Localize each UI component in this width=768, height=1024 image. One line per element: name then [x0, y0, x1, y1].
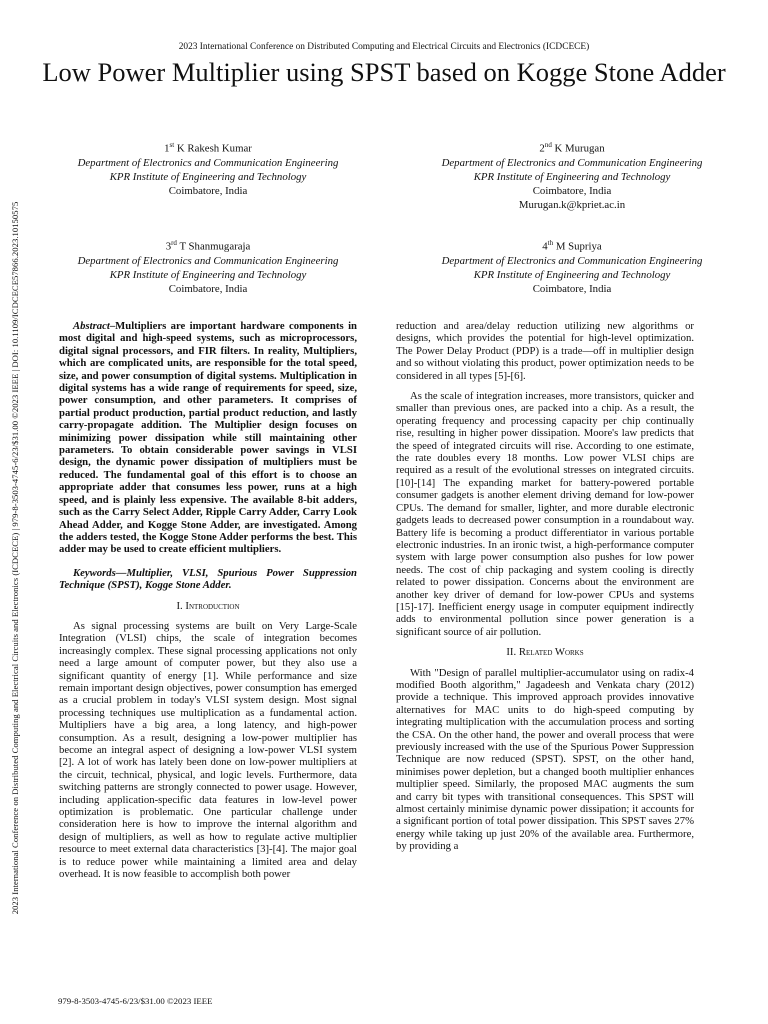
author-institution: KPR Institute of Engineering and Technology [109, 268, 307, 281]
body-paragraph: With "Design of parallel multiplier-accumulator using on radix-4 modified Booth algorithm," Jagadeesh and Venkata chary (2012) provide a technique. This improved approach provides innovative alternatives for MAC units to do high-speed computing by integrating multiplication with the accumulation process and sorting the CSA. On the other hand, the power and overall process that were previously increased with the use of the Spurious Power Suppression Technique are now reduced (SPST). SPST, on the other hand, minimises power depletion, but a changed booth multiplier enhances multiplier speed. Similarly, the proposed MAC augments the sum and carry bit types with transitional consequences. This SPST will almost certainly minimise dynamic power dissipation; it accounts for a significant portion of total power dissipation. This SPST saves 27% energy while taking up just 20% of the available area. Furthermore, by providing a [396, 666, 694, 853]
keywords-text: Multiplier, VLSI, Spurious Power Suppression Technique (SPST), Kogge Stone Adder. [59, 566, 357, 592]
author-block-3 [43, 236, 373, 296]
paper-title: Low Power Multiplier using SPST based on Kogge Stone Adder [42, 57, 726, 87]
author-name: 4th M Supriya [542, 239, 602, 253]
author-block-2 [407, 138, 737, 212]
left-column [59, 320, 357, 880]
side-doi-line: 2023 International Conference on Distributed Computing and Electrical Circuits and Electronics (ICDCECE) | 979-8-3503-4745-6/23/$31.00 ©2023 IEEE | DOI: 10.1109/ICDCECE57866.2023.10150575 [10, 201, 20, 915]
author-name: 3rd T Shanmugaraja [165, 239, 251, 253]
section-heading-related-works: II. Related Works [506, 646, 584, 659]
author-block-4 [407, 236, 737, 296]
abstract-text: –Multipliers are important hardware components in most digital and high-speed systems, such as microprocessors, digital signal processors, and FIR filters. In reality, Multipliers, which are complicated units, are responsible for the total speed, size, and power consumption of digital systems. Multiplication in digital systems has a wide range of requirements for speed, size, power consumption, and other parameters. It comprises of partial product production, partial product reduction, and lastly carry-propagate addition. The Multiplier design focuses on minimizing power dissipation while still maintaining other parameters. To obtain considerable power savings in VLSI design, the dynamic power dissipation of multipliers must be reduced. The fundamental goal of this effort is to choose an appropriate adder that consumes less power, runs at a high speed, and is plainly less expensive. The available 8-bit adders, such as the Carry Select Adder, Ripple Carry Adder, Carry Look Ahead Adder, and Kogge Stone Adder, are investigated. Among the adders tested, the Kogge Stone Adder performs the best. This adder may be used to create efficient multipliers. [59, 320, 357, 556]
author-department: Department of Electronics and Communication Engineering [77, 156, 339, 169]
author-city: Coimbatore, India [532, 282, 612, 295]
author-institution: KPR Institute of Engineering and Technology [473, 268, 671, 281]
author-name: 2nd K Murugan [539, 141, 605, 155]
author-department: Department of Electronics and Communication Engineering [77, 254, 339, 267]
keywords-label: Keywords— [73, 566, 127, 579]
author-city: Coimbatore, India [532, 184, 612, 197]
author-department: Department of Electronics and Communication Engineering [441, 254, 703, 267]
conference-header: 2023 International Conference on Distributed Computing and Electrical Circuits and Electronics (ICDCECE) [178, 42, 590, 52]
author-city: Coimbatore, India [168, 184, 248, 197]
abstract [59, 320, 357, 556]
author-name: 1st K Rakesh Kumar [164, 141, 252, 155]
author-email: Murugan.k@kpriet.ac.in [518, 198, 626, 211]
abstract-label: Abstract [73, 320, 110, 332]
body-paragraph: As the scale of integration increases, more transistors, quicker and smaller than previous ones, are packed into a chip. As a result, the operating frequency and processing capacity per chip continually rise, resulting in higher power dissipation. Moore's law predicts that the speed of integrated circuits will rise. According to one estimate, the rate doubles every 18 months. Low power VLSI chips are required as a result of the evolutional stresses on integrated circuits. [10]-[14] The expanding market for battery-powered portable consumer gadgets is another element driving demand for low-power CPUs. The demand for smaller, lighter, and more durable electronic gadgets leads to decreased power consumption in a roundabout way. Battery life is becoming a product differentiator in various portable electronic industries. In an ironic twist, a high-performance computer system with large power consumption also pushes for low power needs. The cost of chip packaging and system cooling is directly related to power dissipation. Concerns about the environment are another key driver of demand for low-power CPUs and systems [15]-17]. Inefficient energy usage in computer equipment indirectly adds to environmental pollution since power generation is a significant source of air pollution. [396, 390, 694, 638]
author-city: Coimbatore, India [168, 282, 248, 295]
body-paragraph: As signal processing systems are built on Very Large-Scale Integration (VLSI) chips, the scale of integration becomes increasingly complex. These signal processing applications not only need a large amount of computer power, but they also use a significant quantity of energy [1]. While performance and size remain important design objectives, power consumption has emerged as a crucial problem in today's VLSI system design. Most signal processing techniques use multiplication as a fundamental action. Multipliers have a big area, a long latency, and high-power consumption. As a result, designing a low-power multiplier has become an integral aspect of designing a low-power VLSI system [2]. A lot of work has lately been done on low-power multipliers at the circuit, technical, physical, and logic levels. Furthermore, data switching patterns are strongly connected to power usage. However, including application-specific data features in low-level power optimization is problematic. One particular challenge under consideration here is how to improve the internal algorithm and design of multipliers, as well as how to regulate active multiplier resource to meet external data characteristics [3]-[4]. The major goal is to reduce power while maintaining a limited area and delay overhead. It is now feasible to accomplish both power [59, 619, 357, 881]
section-heading-introduction: I. Introduction [176, 599, 240, 612]
body-paragraph: reduction and area/delay reduction utilizing new algorithms or designs, which provides the potential for high-level optimization. The Power Delay Product (PDP) is a trade—off in multiplier design and so without violating this product, power optimization needs to be considered in all types [5]-[6]. [396, 320, 694, 382]
author-block-1 [43, 138, 373, 198]
footer-copyright: 979-8-3503-4745-6/23/$31.00 ©2023 IEEE [58, 996, 213, 1006]
author-department: Department of Electronics and Communication Engineering [441, 156, 703, 169]
keywords [59, 567, 357, 592]
author-institution: KPR Institute of Engineering and Technology [473, 170, 671, 183]
right-column [396, 320, 694, 853]
author-institution: KPR Institute of Engineering and Technology [109, 170, 307, 183]
